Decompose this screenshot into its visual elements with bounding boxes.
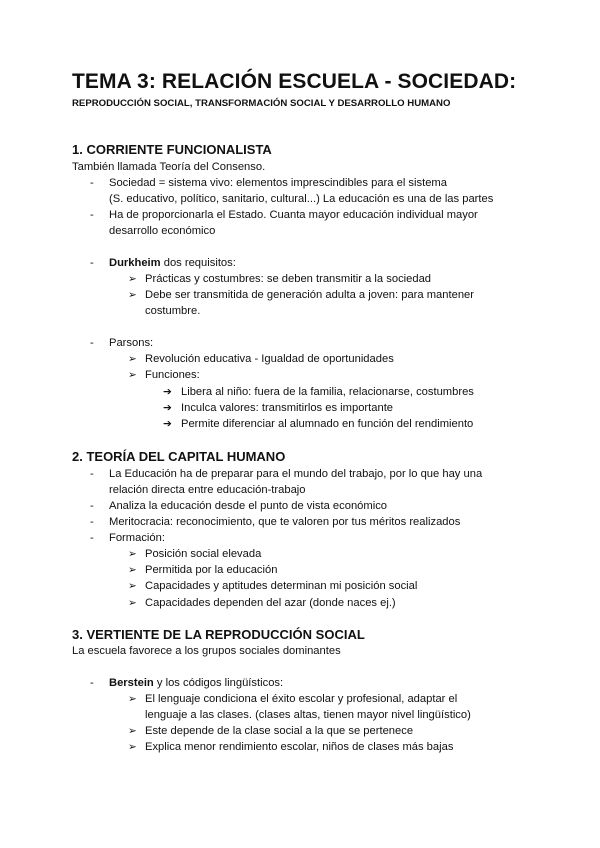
- arrow-bullet-icon: ➔: [163, 418, 172, 430]
- section-3-heading: 3. VERTIENTE DE LA REPRODUCCIÓN SOCIAL: [72, 627, 365, 642]
- list-item-text: Libera al niño: fuera de la familia, relacionarse, costumbres: [181, 386, 474, 398]
- list-item-text: El lenguaje condiciona el éxito escolar y profesional, adaptar el: [145, 693, 458, 705]
- list-item-text: y los códigos lingüísticos:: [153, 677, 284, 689]
- section-2-heading: 2. TEORÍA DEL CAPITAL HUMANO: [72, 449, 286, 464]
- arrowhead-bullet-icon: ➢: [128, 273, 137, 285]
- author-name: Durkheim: [109, 257, 161, 269]
- dash-bullet: -: [90, 177, 94, 189]
- list-item-text: Funciones:: [145, 369, 200, 381]
- arrowhead-bullet-icon: ➢: [128, 725, 137, 737]
- list-item-text: Inculca valores: transmitirlos es importante: [181, 402, 394, 414]
- list-item-text: Revolución educativa - Igualdad de oportunidades: [145, 353, 394, 365]
- list-item-text: Permite diferenciar al alumnado en función del rendimiento: [181, 418, 474, 430]
- list-item-text: Analiza la educación desde el punto de vista económico: [109, 500, 388, 512]
- list-item-text: Meritocracia: reconocimiento, que te valoren por tus méritos realizados: [109, 516, 461, 528]
- dash-bullet: -: [90, 532, 94, 544]
- list-item-text: Explica menor rendimiento escolar, niños de clases más bajas: [145, 741, 454, 753]
- arrowhead-bullet-icon: ➢: [128, 580, 137, 592]
- list-item-text: dos requisitos:: [160, 257, 236, 269]
- dash-bullet: -: [90, 500, 94, 512]
- arrowhead-bullet-icon: ➢: [128, 741, 137, 753]
- berstein-line: [109, 675, 283, 691]
- page-title: TEMA 3: RELACIÓN ESCUELA - SOCIEDAD:: [72, 70, 517, 93]
- section-1-heading: 1. CORRIENTE FUNCIONALISTA: [72, 142, 272, 157]
- list-item-text: relación directa entre educación-trabajo: [109, 484, 306, 496]
- dash-bullet: -: [90, 516, 94, 528]
- list-item-text: Capacidades y aptitudes determinan mi posición social: [145, 580, 418, 592]
- list-item-text: Posición social elevada: [145, 548, 262, 560]
- list-item-text: La Educación ha de preparar para el mundo del trabajo, por lo que hay una: [109, 468, 483, 480]
- arrowhead-bullet-icon: ➢: [128, 289, 137, 301]
- arrowhead-bullet-icon: ➢: [128, 353, 137, 365]
- dash-bullet: -: [90, 677, 94, 689]
- arrow-bullet-icon: ➔: [163, 402, 172, 414]
- section-3-intro: La escuela favorece a los grupos sociales dominantes: [72, 645, 341, 657]
- durkheim-line: [109, 255, 236, 271]
- list-item-text: Formación:: [109, 532, 165, 544]
- arrowhead-bullet-icon: ➢: [128, 597, 137, 609]
- arrowhead-bullet-icon: ➢: [128, 693, 137, 705]
- arrow-bullet-icon: ➔: [163, 386, 172, 398]
- dash-bullet: -: [90, 257, 94, 269]
- arrowhead-bullet-icon: ➢: [128, 548, 137, 560]
- author-name: Berstein: [109, 677, 154, 689]
- list-item-text: Permitida por la educación: [145, 564, 278, 576]
- list-item-text: desarrollo económico: [109, 225, 216, 237]
- list-item-text: lenguaje a las clases. (clases altas, tienen mayor nivel lingüístico): [145, 709, 471, 721]
- list-item-text: Debe ser transmitida de generación adulta a joven: para mantener: [145, 289, 474, 301]
- arrowhead-bullet-icon: ➢: [128, 369, 137, 381]
- dash-bullet: -: [90, 337, 94, 349]
- section-1-intro: También llamada Teoría del Consenso.: [72, 161, 266, 173]
- list-item-text: Capacidades dependen del azar (donde naces ej.): [145, 597, 396, 609]
- arrowhead-bullet-icon: ➢: [128, 564, 137, 576]
- list-item-text: Este depende de la clase social a la que se pertenece: [145, 725, 414, 737]
- list-item-text: Ha de proporcionarla el Estado. Cuanta mayor educación individual mayor: [109, 209, 478, 221]
- list-item-text: Sociedad = sistema vivo: elementos imprescindibles para el sistema: [109, 177, 447, 189]
- page-subtitle: REPRODUCCIÓN SOCIAL, TRANSFORMACIÓN SOCIAL Y DESARROLLO HUMANO: [72, 98, 451, 109]
- list-item-text: Parsons:: [109, 337, 154, 349]
- dash-bullet: -: [90, 209, 94, 221]
- list-item-text: Prácticas y costumbres: se deben transmitir a la sociedad: [145, 273, 432, 285]
- list-item-text: (S. educativo, político, sanitario, cultural...) La educación es una de las partes: [109, 193, 494, 205]
- dash-bullet: -: [90, 468, 94, 480]
- list-item-text: costumbre.: [145, 305, 201, 317]
